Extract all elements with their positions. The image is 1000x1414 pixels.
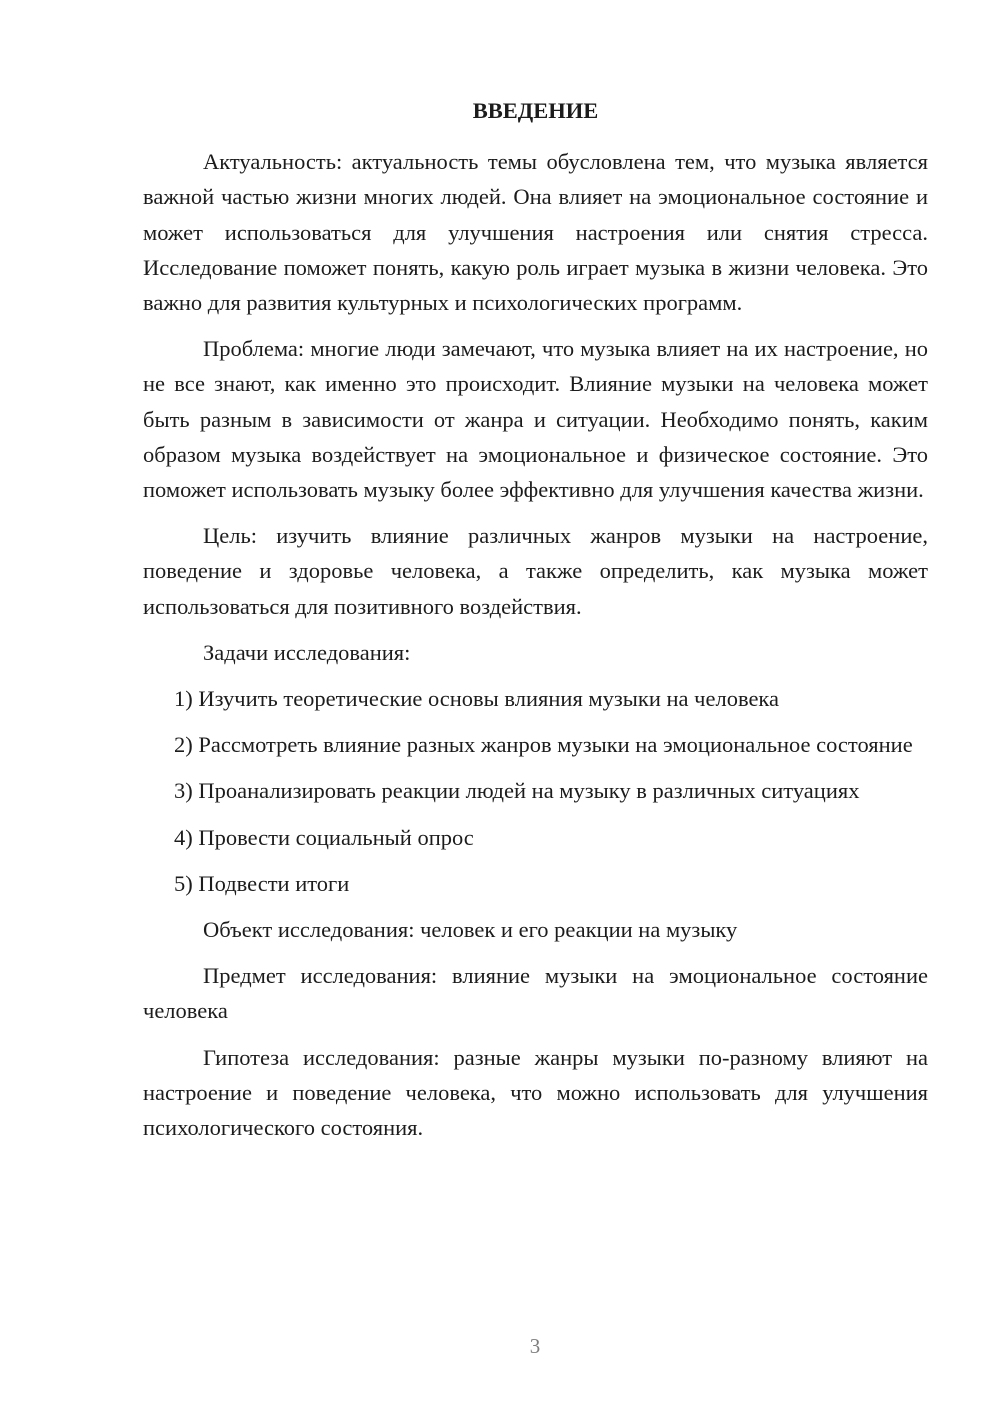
paragraph-subject: Предмет исследования: влияние музыки на эмоциональное состояние человека bbox=[143, 963, 928, 1024]
tasks-heading: Задачи исследования: bbox=[203, 639, 411, 665]
task-item-1: 1) Изучить теоретические основы влияния музыки на человека bbox=[174, 686, 780, 712]
page-body bbox=[143, 93, 928, 1156]
task-item-2: 2) Рассмотреть влияние разных жанров музыки на эмоциональное состояние bbox=[174, 732, 913, 758]
paragraph-relevance: Актуальность: актуальность темы обусловлена тем, что музыка является важной частью жизни многих людей. Она влияет на эмоциональное состояние и может использоваться для улучшения настроения или снятия стресса. Исследование поможет понять, какую роль играет музыка в жизни человека. Это важно для развития культурных и психологических программ. bbox=[143, 149, 928, 315]
task-item-3: 3) Проанализировать реакции людей на музыку в различных ситуациях bbox=[174, 778, 860, 804]
paragraph-hypothesis: Гипотеза исследования: разные жанры музыки по-разному влияют на настроение и поведение человека, что можно использовать для улучшения психологического состояния. bbox=[143, 1044, 928, 1141]
section-title: ВВЕДЕНИЕ bbox=[472, 98, 599, 123]
page-number: 3 bbox=[529, 1334, 541, 1358]
task-item-5: 5) Подвести итоги bbox=[174, 870, 350, 896]
task-item-4: 4) Провести социальный опрос bbox=[174, 824, 474, 850]
paragraph-goal: Цель: изучить влияние различных жанров музыки на настроение, поведение и здоровье человека, а также определить, как музыка может использоваться для позитивного воздействия. bbox=[143, 523, 928, 619]
paragraph-problem: Проблема: многие люди замечают, что музыка влияет на их настроение, но не все знают, как именно это происходит. Влияние музыки на человека может быть разным в зависимости от жанра и ситуации. Необходимо понять, каким образом музыка воздействует на эмоциональное и физическое состояние. Это поможет использовать музыку более эффективно для улучшения качества жизни. bbox=[143, 336, 928, 503]
paragraph-object: Объект исследования: человек и его реакции на музыку bbox=[203, 917, 738, 943]
tasks-list bbox=[143, 681, 928, 901]
